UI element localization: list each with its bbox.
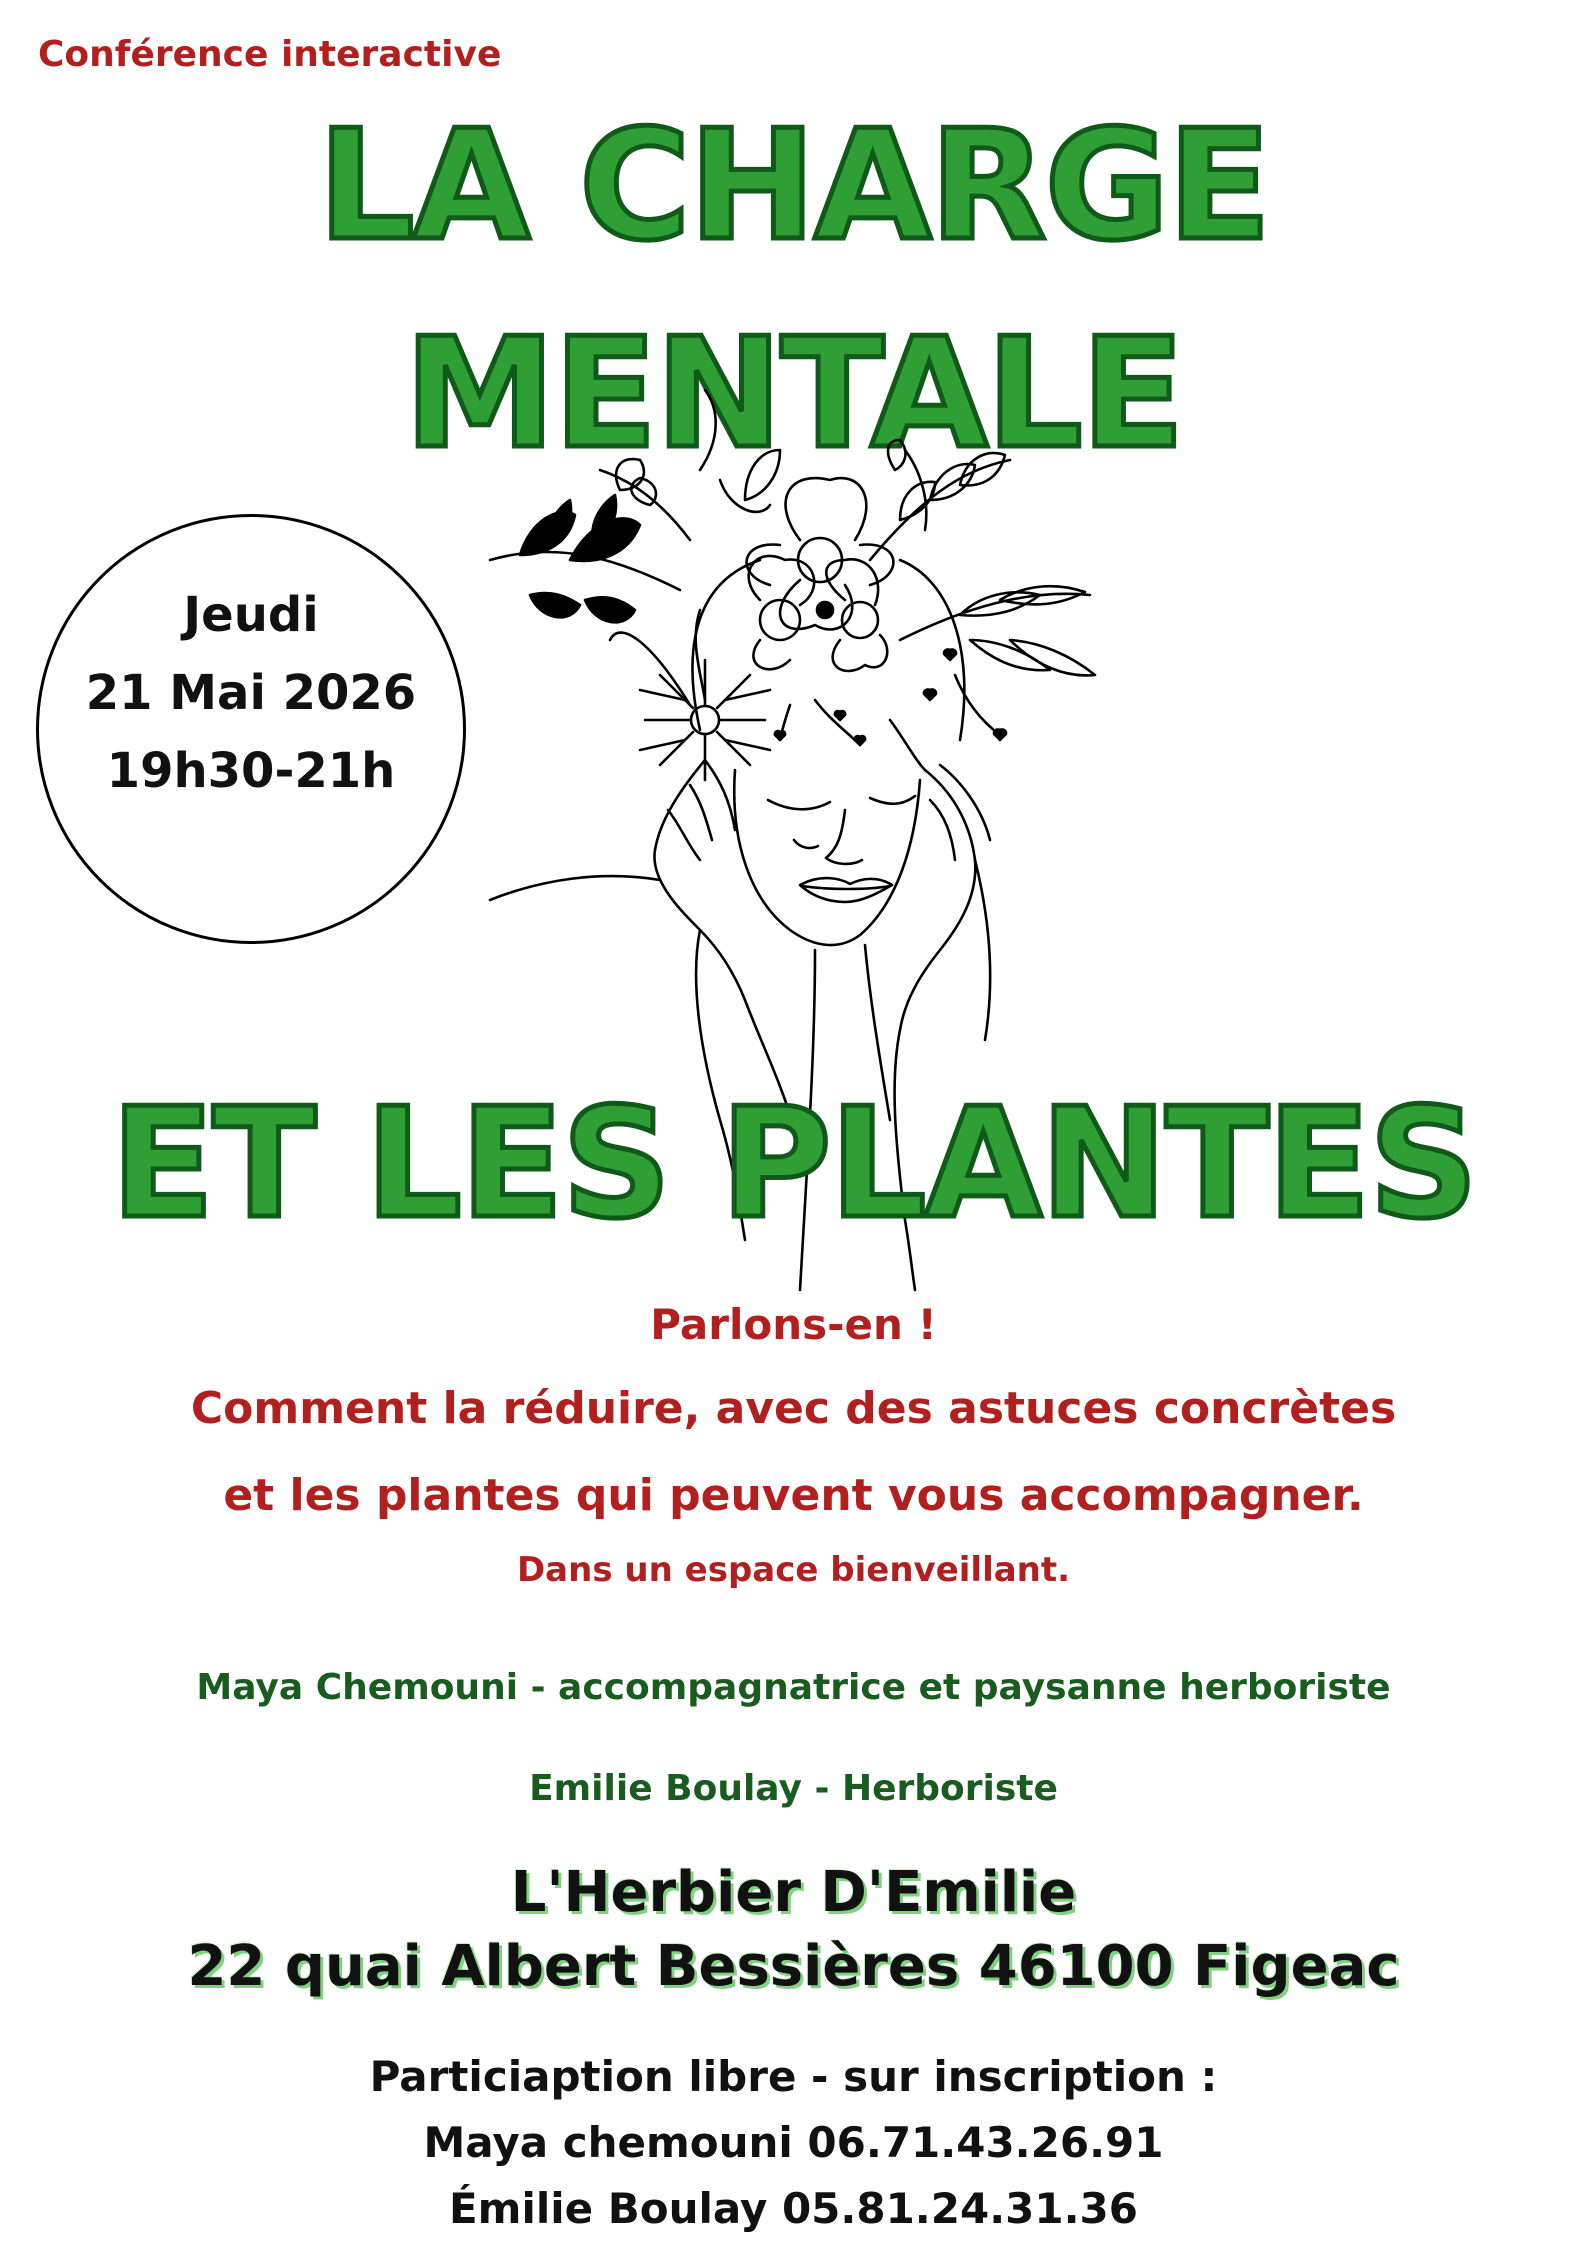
date-badge (36, 514, 466, 944)
title-line-2: MENTALE (404, 305, 1183, 482)
registration-heading: Particiaption libre - sur inscription : (369, 2052, 1218, 2101)
speaker-1: Maya Chemouni - accompagnatrice et paysanne herboriste (196, 1667, 1391, 1708)
description-line-3: Dans un espace bienveillant. (516, 1550, 1071, 1590)
event-type-label: Conférence interactive (38, 34, 502, 75)
title-line-3: ET LES PLANTES (110, 1075, 1477, 1252)
description-line-1: Comment la réduire, avec des astuces concrètes (190, 1383, 1397, 1434)
venue-address: 22 quai Albert Bessières 46100 Figeac (187, 1934, 1400, 1999)
venue-name: L'Herbier D'Emilie (510, 1860, 1077, 1925)
contact-emilie: Émilie Boulay 05.81.24.31.36 (448, 2184, 1139, 2233)
contact-maya: Maya chemouni 06.71.43.26.91 (423, 2118, 1164, 2167)
speaker-2: Emilie Boulay - Herboriste (529, 1768, 1058, 1809)
description-line-2: et les plantes qui peuvent vous accompagner. (223, 1470, 1364, 1521)
event-date: 21 Mai 2026 (85, 665, 417, 721)
title-line-1: LA CHARGE (317, 97, 1270, 274)
event-day: Jeudi (183, 587, 319, 643)
event-time: 19h30-21h (106, 743, 396, 799)
tagline: Parlons-en ! (650, 1300, 937, 1349)
